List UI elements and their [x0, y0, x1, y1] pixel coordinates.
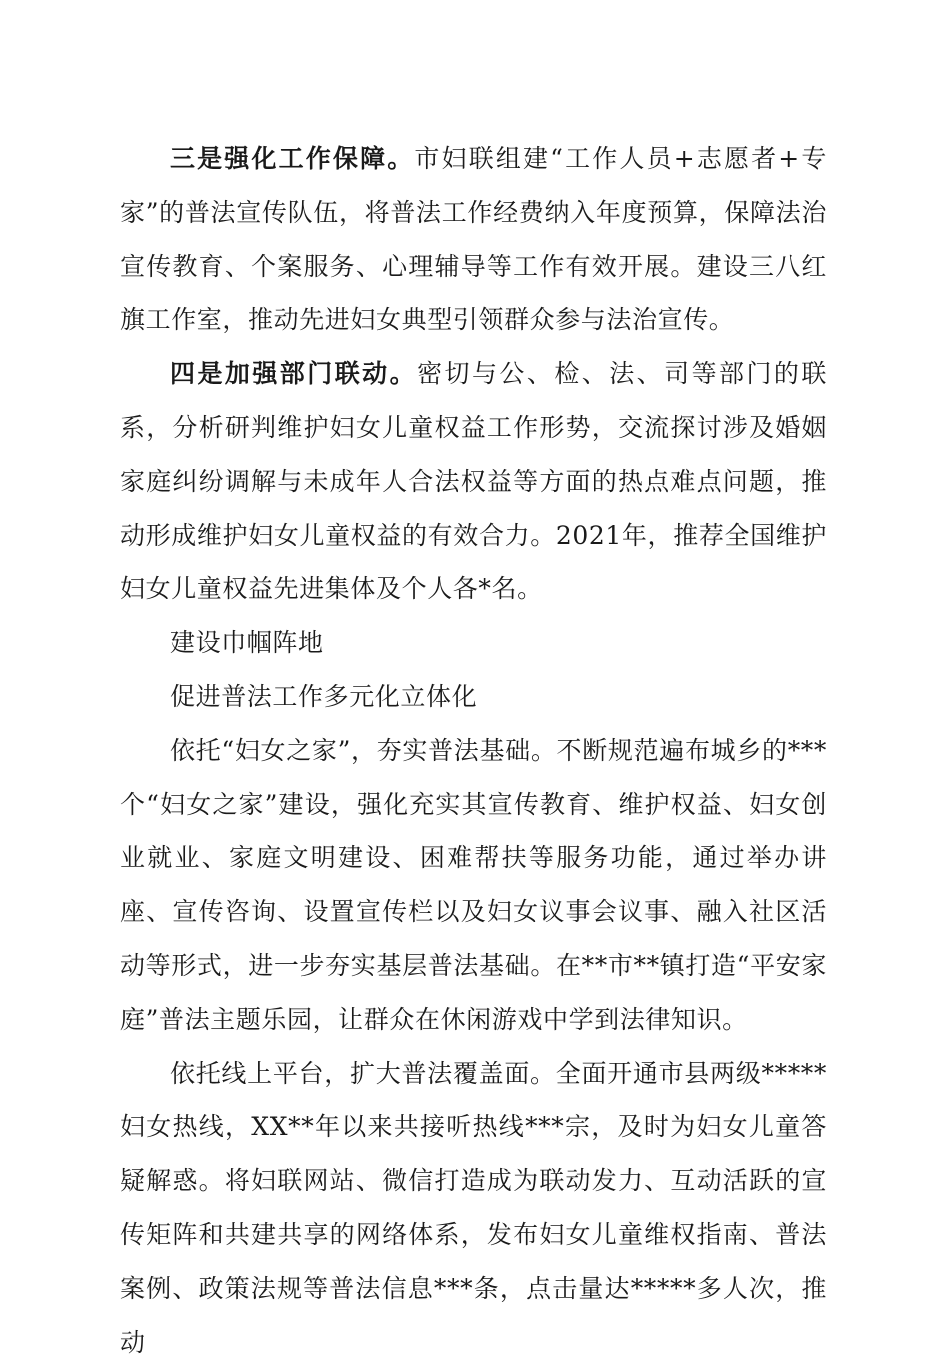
paragraph-text: 密切与公、检、法、司等部门的联系，分析研判维护妇女儿童权益工作形势，交流探讨涉及婚姻家庭纠纷调解与未成年人合法权益等方面的热点难点问题，推动形成维护妇女儿童权益的有效合力。2021年，推荐全国维护妇女儿童权益先进集体及个人各*名。 — [120, 359, 827, 604]
document-body — [120, 132, 827, 1369]
paragraph-text: 市妇联组建“工作人员+志愿者+专家”的普法宣传队伍，将普法工作经费纳入年度预算，保障法治宣传教育、个案服务、心理辅导等工作有效开展。建设三八红旗工作室，推动先进妇女典型引领群众参与法治宣传。 — [120, 144, 828, 335]
paragraph-online-platform: 依托线上平台，扩大普法覆盖面。全面开通市县两级*****妇女热线，XX**年以来共接听热线***宗，及时为妇女儿童答疑解惑。将妇联网站、微信打造成为联动发力、互动活跃的宣传矩阵和共建共享的网络体系，发布妇女儿童维权指南、普法案例、政策法规等普法信息***条，点击量达*****多人次，推动 — [120, 1058, 827, 1357]
section-heading-line-2: 促进普法工作多元化立体化 — [170, 681, 478, 711]
paragraph-lead-heading: 四是加强部门联动。 — [170, 359, 418, 389]
section-heading-line-1: 建设巾帼阵地 — [170, 628, 324, 658]
paragraph-department-linkage — [120, 347, 827, 616]
paragraph-lead-heading: 三是强化工作保障。 — [170, 144, 415, 173]
paragraph-work-guarantee — [120, 132, 827, 347]
paragraph-womens-home: 依托“妇女之家”，夯实普法基础。不断规范遍布城乡的***个“妇女之家”建设，强化充实其宣传教育、维护权益、妇女创业就业、家庭文明建设、困难帮扶等服务功能，通过举办讲座、宣传咨询、设置宣传栏以及妇女议事会议事、融入社区活动等形式，进一步夯实基层普法基础。在**市**镇打造“平安家庭”普法主题乐园，让群众在休闲游戏中学到法律知识。 — [120, 735, 827, 1034]
